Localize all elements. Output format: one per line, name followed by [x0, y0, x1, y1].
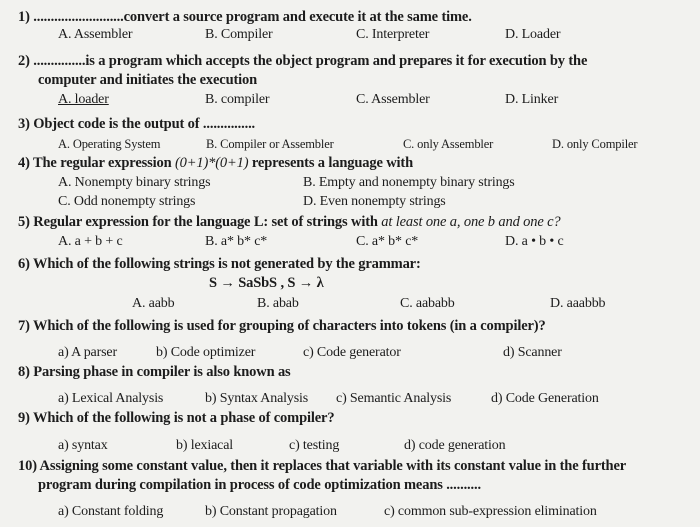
question-6-stem: 6) Which of the following strings is not generated by the grammar:: [18, 256, 421, 272]
q6-option-d: D. aaabbb: [550, 296, 606, 311]
q3-option-a: A. Operating System: [58, 137, 161, 151]
q6-option-b: B. abab: [257, 296, 299, 311]
q1-option-d: D. Loader: [505, 27, 561, 42]
q8-option-d: d) Code Generation: [491, 391, 599, 406]
question-6-grammar: S → SaSbS , S → λ: [209, 275, 324, 291]
question-5-stem-italic: at least one a, one b and one c?: [381, 214, 561, 230]
q3-option-b: B. Compiler or Assembler: [206, 137, 334, 151]
q1-option-b: B. Compiler: [205, 27, 273, 42]
q2-option-c: C. Assembler: [356, 92, 430, 107]
question-5-stem-prefix: 5) Regular expression for the language L: set of strings with: [18, 214, 382, 230]
q2-option-b: B. compiler: [205, 92, 270, 107]
question-4-stem-suffix: represents a language with: [248, 155, 414, 171]
q5-option-d: D. a • b • c: [505, 234, 564, 249]
q10-option-a: a) Constant folding: [58, 504, 164, 519]
q10-option-b: b) Constant propagation: [205, 504, 337, 519]
q1-option-a: A. Assembler: [58, 27, 133, 42]
question-4-regex: (0+1)*(0+1): [174, 155, 249, 171]
q10-option-c: c) common sub-expression elimination: [384, 504, 597, 519]
question-8-stem: 8) Parsing phase in compiler is also known as: [18, 364, 291, 380]
question-9-stem: 9) Which of the following is not a phase of compiler?: [18, 410, 335, 426]
q3-option-c: C. only Assembler: [403, 137, 494, 151]
q7-option-b: b) Code optimizer: [156, 345, 256, 360]
q6-option-a: A. aabb: [132, 296, 175, 311]
q4-option-d: D. Even nonempty strings: [303, 194, 446, 209]
q6-option-c: C. aababb: [400, 296, 455, 311]
question-5-stem: [18, 214, 561, 231]
q9-option-c: c) testing: [289, 438, 340, 453]
q2-option-d: D. Linker: [505, 92, 559, 107]
question-4-stem-prefix: 4) The regular expression: [18, 155, 175, 171]
question-2-stem-cont: computer and initiates the execution: [38, 72, 258, 88]
q1-option-c: C. Interpreter: [356, 27, 430, 42]
q4-option-b: B. Empty and nonempty binary strings: [303, 175, 515, 190]
q9-option-a: a) syntax: [58, 438, 108, 453]
q7-option-d: d) Scanner: [503, 345, 562, 360]
question-7-stem: 7) Which of the following is used for grouping of characters into tokens (in a compiler)?: [18, 318, 546, 334]
q8-option-b: b) Syntax Analysis: [205, 391, 309, 406]
question-3-stem: 3) Object code is the output of ...............: [18, 116, 256, 132]
q9-option-b: b) lexiacal: [176, 438, 234, 453]
question-10-stem: 10) Assigning some constant value, then it replaces that variable with its constant value in the further: [18, 458, 627, 474]
question-10-stem-cont: program during compilation in process of code optimization means ..........: [38, 477, 481, 493]
q8-option-a: a) Lexical Analysis: [58, 391, 164, 406]
q2-option-a: A. loader: [58, 92, 109, 107]
q4-option-c: C. Odd nonempty strings: [58, 194, 196, 209]
q5-option-c: C. a* b* c*: [356, 234, 419, 249]
q9-option-d: d) code generation: [404, 438, 506, 453]
q7-option-c: c) Code generator: [303, 345, 401, 360]
question-2-stem: 2) ...............is a program which accepts the object program and prepares it for execution by the: [18, 53, 588, 69]
q4-option-a: A. Nonempty binary strings: [58, 175, 211, 190]
question-4-stem: [18, 155, 413, 172]
q3-option-d: D. only Compiler: [552, 137, 638, 151]
q5-option-a: A. a + b + c: [58, 234, 123, 249]
q7-option-a: a) A parser: [58, 345, 117, 360]
question-1-stem: 1) ..........................convert a source program and execute it at the same time.: [18, 9, 472, 25]
q8-option-c: c) Semantic Analysis: [336, 391, 452, 406]
q5-option-b: B. a* b* c*: [205, 234, 268, 249]
